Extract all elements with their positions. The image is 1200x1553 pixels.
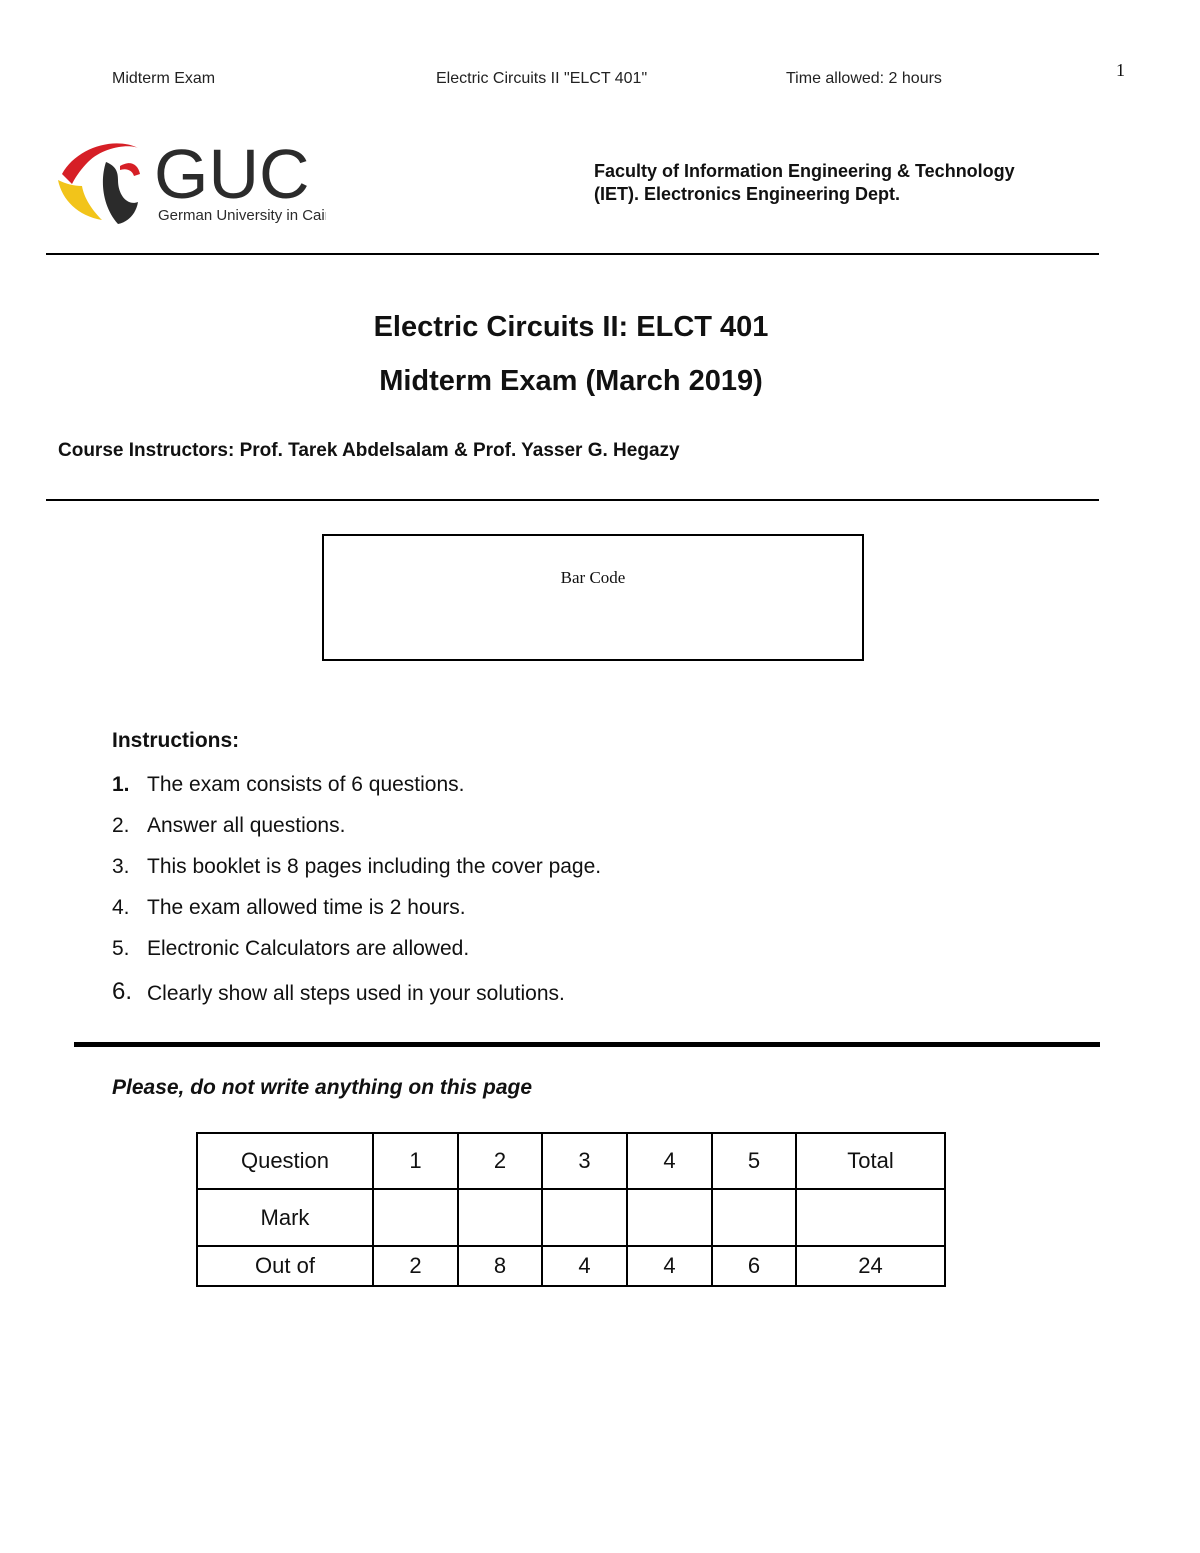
instruction-number: 4. xyxy=(112,896,130,919)
table-cell xyxy=(542,1189,627,1246)
table-cell: 2 xyxy=(458,1133,542,1189)
page-number: 1 xyxy=(1116,60,1125,80)
table-cell: Out of xyxy=(197,1246,373,1286)
instruction-number: 1. xyxy=(112,773,130,796)
table-row-header xyxy=(197,1133,945,1189)
table-cell: 4 xyxy=(542,1246,627,1286)
instruction-text: The exam consists of 6 questions. xyxy=(147,773,465,796)
table-cell: 4 xyxy=(627,1133,712,1189)
table-cell: 6 xyxy=(712,1246,796,1286)
table-cell xyxy=(373,1189,458,1246)
instruction-text: The exam allowed time is 2 hours. xyxy=(147,896,466,919)
table-row-outof xyxy=(197,1246,945,1286)
table-cell: Mark xyxy=(197,1189,373,1246)
table-cell: 8 xyxy=(458,1246,542,1286)
logo-wordmark: GUC xyxy=(154,136,310,213)
faculty-line-1: Faculty of Information Engineering & Technology xyxy=(594,161,1015,181)
table-cell: 5 xyxy=(712,1133,796,1189)
instruction-number: 5. xyxy=(112,937,130,960)
faculty-block xyxy=(594,160,1015,206)
instruction-number: 3. xyxy=(112,855,130,878)
table-cell: 1 xyxy=(373,1133,458,1189)
instruction-text: Clearly show all steps used in your solutions. xyxy=(147,982,565,1005)
table-cell: Total xyxy=(796,1133,945,1189)
table-cell: 3 xyxy=(542,1133,627,1189)
table-cell: 24 xyxy=(796,1246,945,1286)
faculty-line-2: (IET). Electronics Engineering Dept. xyxy=(594,184,901,204)
exam-title: Midterm Exam (March 2019) xyxy=(379,365,763,397)
divider-top xyxy=(46,253,1099,255)
instruction-text: Electronic Calculators are allowed. xyxy=(147,937,470,960)
guc-logo xyxy=(56,136,326,233)
instruction-number: 6. xyxy=(112,978,133,1005)
instructions-heading: Instructions: xyxy=(112,729,240,752)
barcode-label: Bar Code xyxy=(560,568,626,587)
table-row-mark xyxy=(197,1189,945,1246)
instruction-number: 2. xyxy=(112,814,130,837)
header-right: Time allowed: 2 hours xyxy=(786,70,942,87)
instruction-text: This booklet is 8 pages including the cover page. xyxy=(147,855,602,878)
notice-text: Please, do not write anything on this page xyxy=(112,1076,533,1099)
header-center: Electric Circuits II "ELCT 401" xyxy=(436,70,648,87)
course-instructors: Course Instructors: Prof. Tarek Abdelsalam & Prof. Yasser G. Hegazy xyxy=(58,440,680,461)
logo-subtitle: German University in Cairo xyxy=(158,207,326,224)
table-cell: Question xyxy=(197,1133,373,1189)
course-title: Electric Circuits II: ELCT 401 xyxy=(373,311,769,343)
guc-logo-icon xyxy=(56,136,326,228)
table-cell: 2 xyxy=(373,1246,458,1286)
divider-bottom xyxy=(74,1042,1100,1047)
header-left: Midterm Exam xyxy=(112,70,216,87)
divider-middle xyxy=(46,499,1099,501)
barcode-box xyxy=(322,534,864,661)
table-cell xyxy=(796,1189,945,1246)
table-cell xyxy=(712,1189,796,1246)
table-cell xyxy=(627,1189,712,1246)
instruction-text: Answer all questions. xyxy=(147,814,346,837)
marks-table xyxy=(196,1132,946,1287)
table-cell: 4 xyxy=(627,1246,712,1286)
table-cell xyxy=(458,1189,542,1246)
